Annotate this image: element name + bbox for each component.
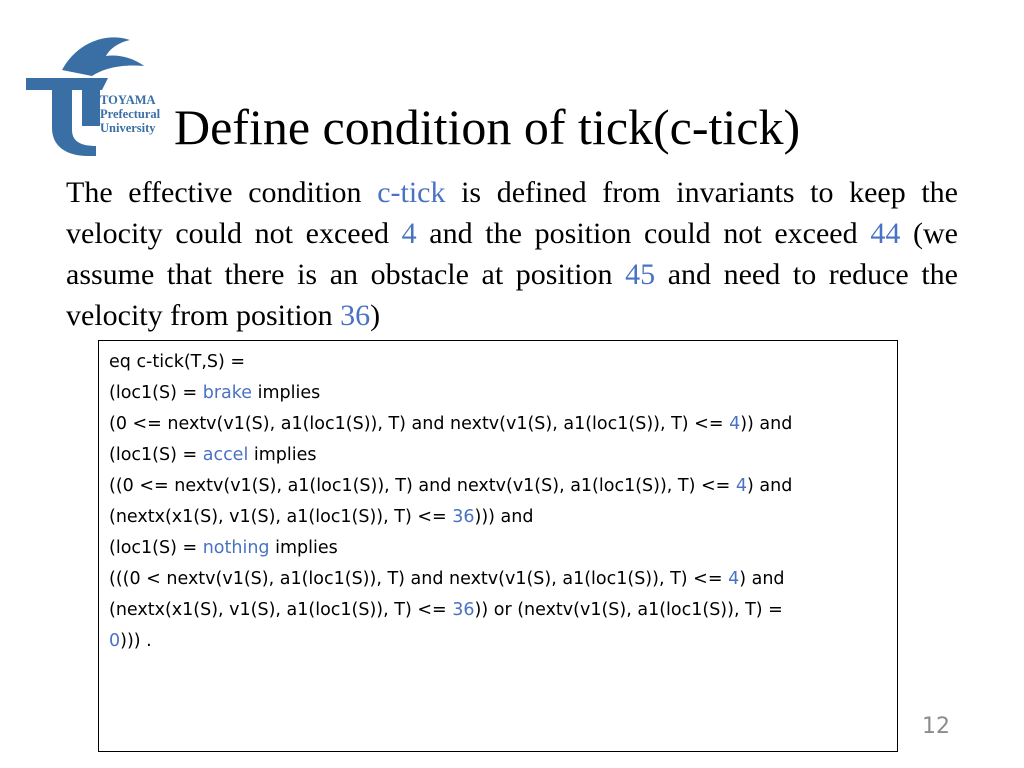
code-line xyxy=(109,347,887,378)
intro-highlight-ctick: c-tick xyxy=(377,176,446,209)
logo-line-2: Prefectural xyxy=(100,107,161,121)
intro-text-3: and the position could not exceed xyxy=(416,217,871,250)
code-value: 36 xyxy=(452,600,475,620)
code-text: )) or (nextv(v1(S), a1(loc1(S)), T) = xyxy=(474,600,783,620)
code-value: 36 xyxy=(452,507,475,527)
code-text: (0 <= nextv(v1(S), a1(loc1(S)), T) and nextv(v1(S), a1(loc1(S)), T) <= xyxy=(109,414,730,434)
code-value: 0 xyxy=(109,631,121,651)
code-value: 4 xyxy=(728,569,740,589)
code-line xyxy=(109,626,887,657)
intro-text-4: (we assume that there is an obstacle at position xyxy=(66,217,958,291)
code-text: (loc1(S) = xyxy=(109,538,203,558)
code-text: implies xyxy=(269,538,338,558)
intro-highlight-reduce: 36 xyxy=(340,299,371,332)
code-text: (loc1(S) = xyxy=(109,383,203,403)
code-text: (nextx(x1(S), v1(S), a1(loc1(S)), T) <= xyxy=(109,600,453,620)
code-keyword-nothing: nothing xyxy=(202,538,270,558)
code-line xyxy=(109,533,887,564)
code-text: implies xyxy=(252,383,321,403)
code-text: ) and xyxy=(739,569,785,589)
code-keyword-accel: accel xyxy=(202,445,249,465)
code-line xyxy=(109,471,887,502)
code-box xyxy=(98,340,898,752)
code-text: (nextx(x1(S), v1(S), a1(loc1(S)), T) <= xyxy=(109,507,453,527)
intro-text-2: is defined from invariants to keep the velocity could not exceed xyxy=(66,176,958,250)
code-keyword-brake: brake xyxy=(202,383,253,403)
code-text: eq c-tick(T,S) = xyxy=(109,352,246,372)
code-text: (loc1(S) = xyxy=(109,445,203,465)
code-line xyxy=(109,440,887,471)
logo-line-1: TOYAMA xyxy=(100,93,156,107)
code-text: (((0 < nextv(v1(S), a1(loc1(S)), T) and nextv(v1(S), a1(loc1(S)), T) <= xyxy=(109,569,729,589)
code-line xyxy=(109,564,887,595)
intro-highlight-velocity: 4 xyxy=(401,217,417,250)
intro-text-1: The effective condition xyxy=(66,176,378,209)
university-logo-text xyxy=(100,93,160,135)
code-text: ))) and xyxy=(474,507,534,527)
intro-highlight-position: 44 xyxy=(870,217,901,250)
code-value: 4 xyxy=(735,476,748,496)
code-text: ))) . xyxy=(120,631,152,651)
code-text: ((0 <= nextv(v1(S), a1(loc1(S)), T) and nextv(v1(S), a1(loc1(S)), T) <= xyxy=(109,476,736,496)
intro-text-6: ) xyxy=(370,299,381,332)
code-text: ) and xyxy=(747,476,793,496)
intro-paragraph xyxy=(66,172,958,336)
code-line xyxy=(109,502,887,533)
slide-title: Define condition of tick(c-tick) xyxy=(174,99,801,155)
page-number: 12 xyxy=(922,714,950,739)
intro-text-5: and need to reduce the velocity from position xyxy=(66,258,958,332)
intro-highlight-obstacle: 45 xyxy=(625,258,656,291)
logo-line-3: University xyxy=(100,121,156,135)
code-line xyxy=(109,378,887,409)
code-line xyxy=(109,409,887,440)
code-line xyxy=(109,595,887,626)
code-text: )) and xyxy=(740,414,793,434)
code-value: 4 xyxy=(729,414,741,434)
code-text: implies xyxy=(248,445,317,465)
